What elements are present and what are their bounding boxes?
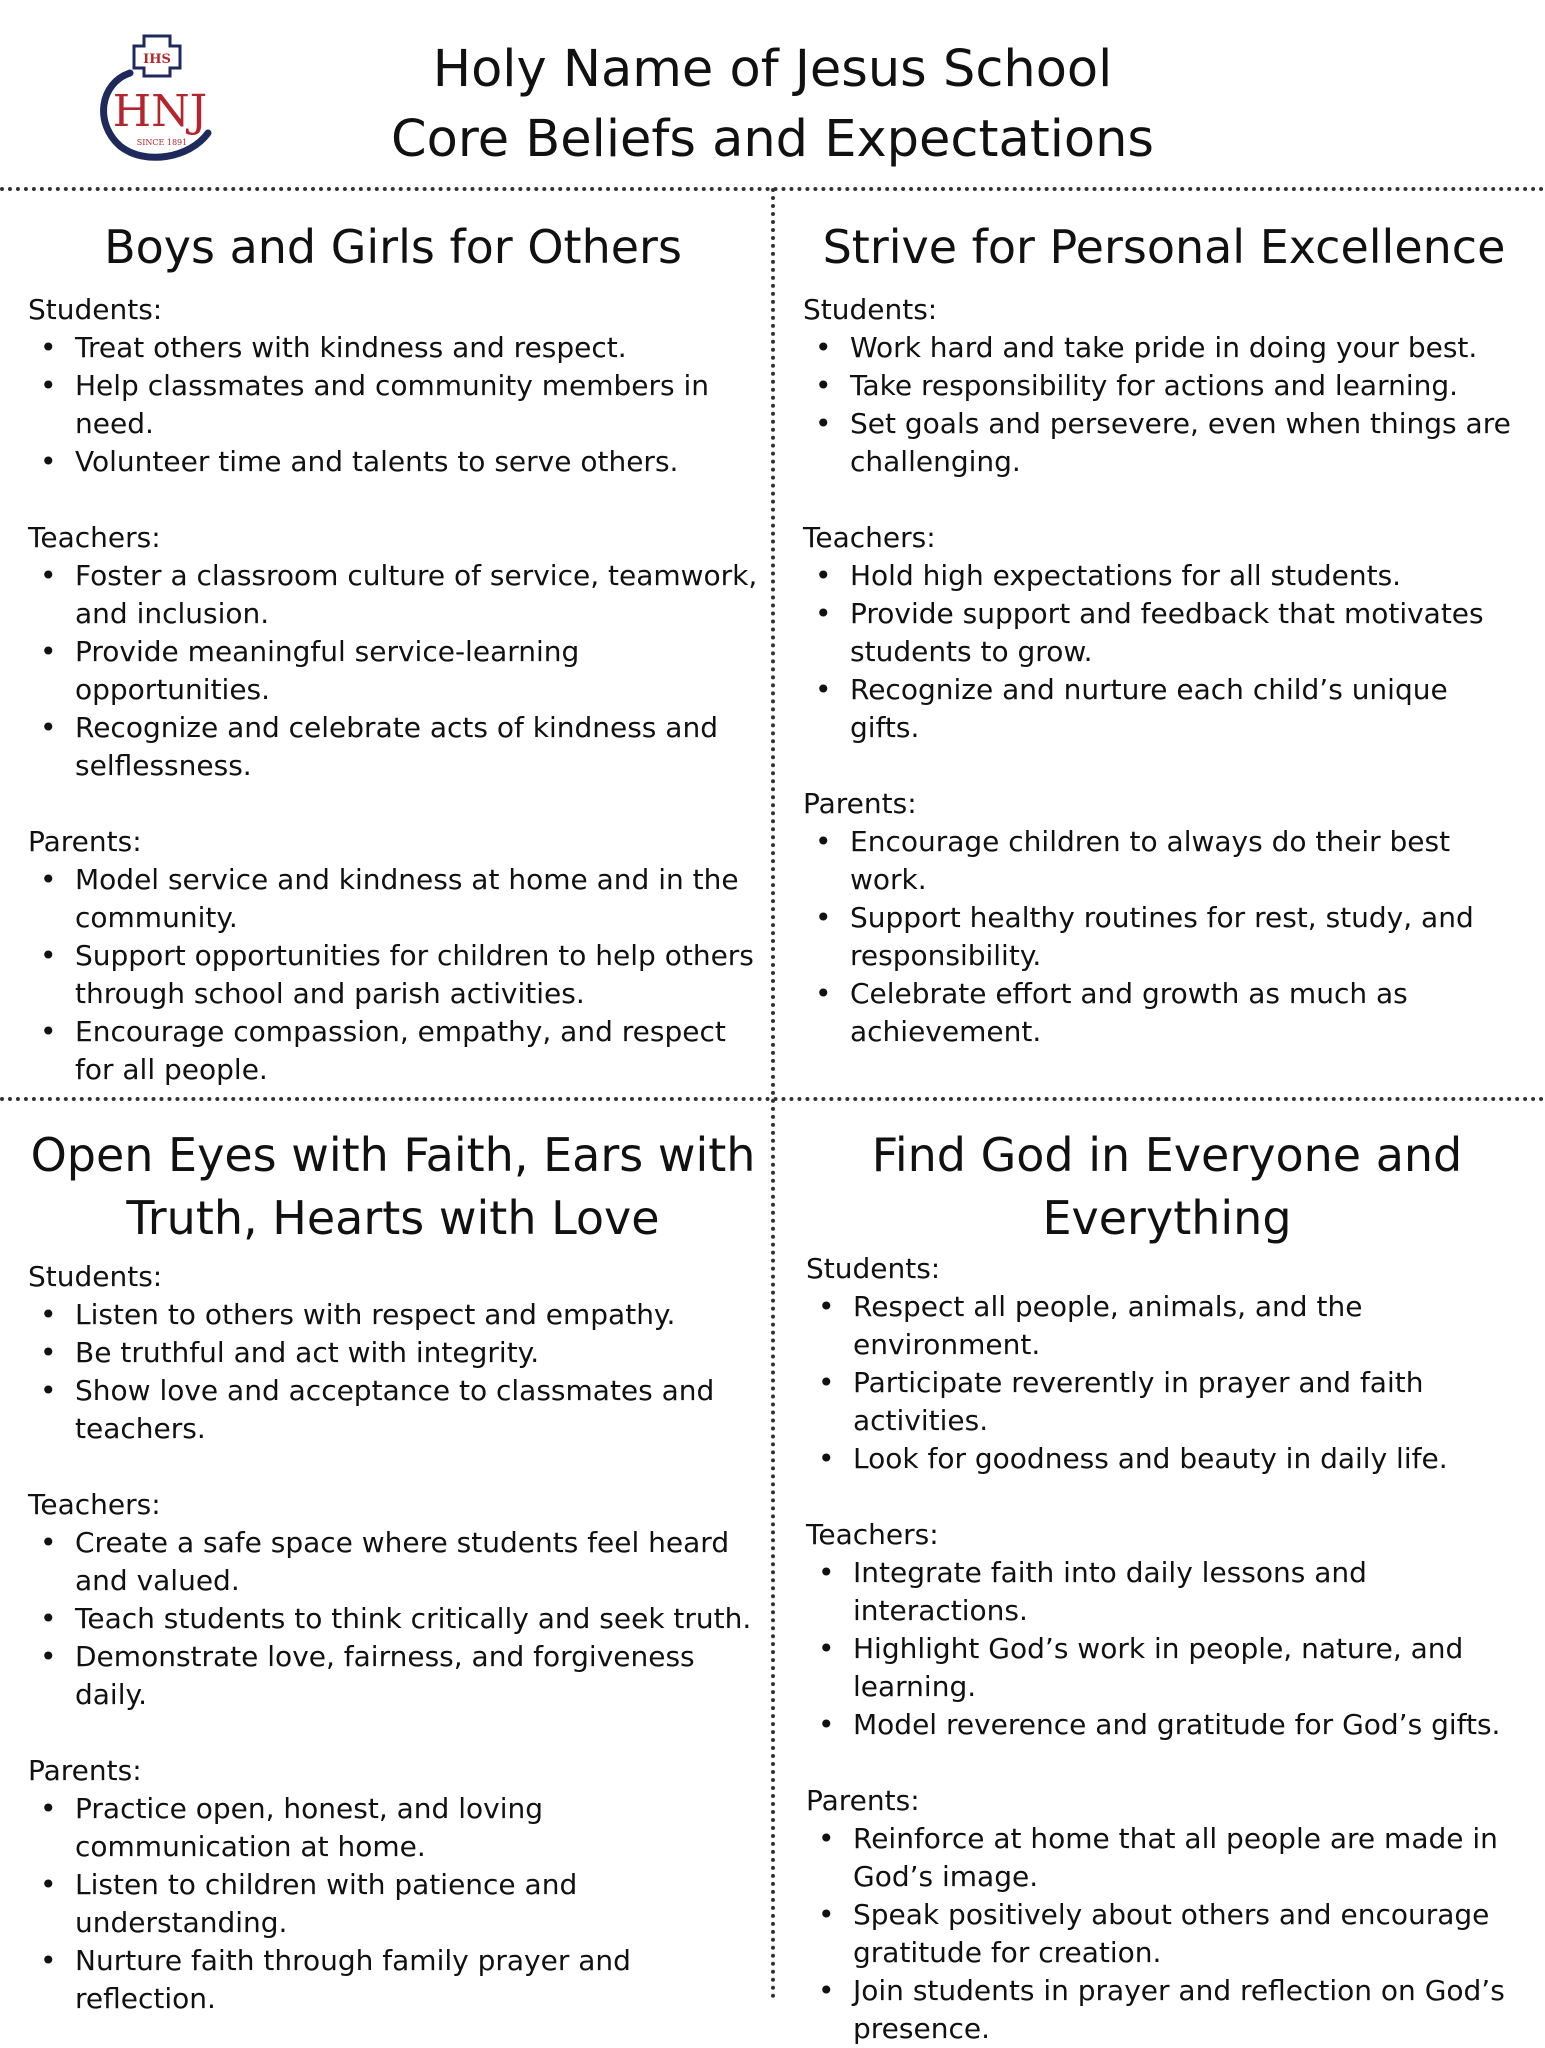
teachers-group (28, 1486, 758, 1714)
quadrant-find-god-in-everyone (806, 1124, 1528, 2048)
role-label: Students: (28, 1260, 163, 1293)
list-item: • Treat others with kindness and respect. (40, 331, 627, 364)
list-item: • Listen to children with patience and understanding. (40, 1868, 578, 1939)
expectation-list (803, 823, 1525, 1051)
list-item: • Volunteer time and talents to serve others. (40, 445, 679, 478)
expectation-list (806, 1554, 1528, 1744)
list-item: • Encourage compassion, empathy, and respect for all people. (40, 1015, 726, 1086)
role-label: Parents: (806, 1784, 920, 1817)
expectation-list (28, 1790, 758, 2018)
list-item: • Highlight God’s work in people, nature, and learning. (818, 1632, 1464, 1703)
logo-text: HNJ (112, 86, 208, 137)
students-group (28, 291, 758, 481)
parents-group (803, 785, 1525, 1051)
teachers-group (28, 519, 758, 785)
quadrant-strive-for-personal-excellence (803, 216, 1525, 1051)
role-label: Teachers: (806, 1518, 939, 1551)
role-label: Students: (28, 293, 163, 326)
list-item: • Teach students to think critically and seek truth. (40, 1602, 752, 1635)
expectation-list (28, 329, 758, 481)
role-label: Students: (806, 1252, 941, 1285)
list-item: • Model reverence and gratitude for God’s gifts. (818, 1708, 1501, 1741)
parents-group (28, 823, 758, 1089)
title-line-2: Core Beliefs and Expectations (391, 110, 1154, 169)
role-label: Teachers: (28, 1488, 161, 1521)
list-item: • Celebrate effort and growth as much as achievement. (815, 977, 1408, 1048)
teachers-group (803, 519, 1525, 747)
role-label: Parents: (803, 787, 917, 820)
list-item: • Provide meaningful service-learning opportunities. (40, 635, 580, 706)
list-item: • Take responsibility for actions and learning. (815, 369, 1459, 402)
expectation-list (28, 1524, 758, 1714)
list-item: • Help classmates and community members in need. (40, 369, 710, 440)
students-group (803, 291, 1525, 481)
list-item: • Hold high expectations for all students. (815, 559, 1402, 592)
quadrant-title: Strive for Personal Excellence (822, 220, 1506, 274)
list-item: • Demonstrate love, fairness, and forgiveness daily. (40, 1640, 695, 1711)
quadrant-title: Boys and Girls for Others (104, 220, 682, 274)
quadrant-title: Find God in Everyone and Everything (871, 1128, 1463, 1245)
list-item: • Look for goodness and beauty in daily life. (818, 1442, 1448, 1475)
role-label: Parents: (28, 825, 142, 858)
expectation-list (803, 329, 1525, 481)
list-item: • Provide support and feedback that motivates students to grow. (815, 597, 1484, 668)
role-label: Parents: (28, 1754, 142, 1787)
expectation-list (28, 557, 758, 785)
list-item: • Listen to others with respect and empathy. (40, 1298, 676, 1331)
list-item: • Practice open, honest, and loving communication at home. (40, 1792, 543, 1863)
expectation-list (28, 861, 758, 1089)
list-item: • Nurture faith through family prayer and reflection. (40, 1944, 631, 2015)
page-header (0, 0, 1545, 188)
list-item: • Recognize and nurture each child’s unique gifts. (815, 673, 1448, 744)
page-title (0, 35, 1545, 175)
list-item: • Recognize and celebrate acts of kindness and selflessness. (40, 711, 718, 782)
list-item: • Join students in prayer and reflection on God’s presence. (818, 1974, 1505, 2045)
parents-group (806, 1782, 1528, 2048)
list-item: • Be truthful and act with integrity. (40, 1336, 540, 1369)
list-item: • Show love and acceptance to classmates and teachers. (40, 1374, 715, 1445)
list-item: • Respect all people, animals, and the environment. (818, 1290, 1363, 1361)
list-item: • Speak positively about others and encourage gratitude for creation. (818, 1898, 1490, 1969)
list-item: • Set goals and persevere, even when things are challenging. (815, 407, 1511, 478)
logo-since-text: SINCE 1891 (136, 138, 188, 147)
role-label: Students: (803, 293, 938, 326)
expectation-list (806, 1820, 1528, 2048)
list-item: • Participate reverently in prayer and faith activities. (818, 1366, 1424, 1437)
list-item: • Model service and kindness at home and in the community. (40, 863, 739, 934)
list-item: • Foster a classroom culture of service, teamwork, and inclusion. (40, 559, 758, 630)
quadrant-open-eyes-with-faith (28, 1124, 758, 2018)
role-label: Teachers: (803, 521, 936, 554)
quadrant-boys-and-girls-for-others (28, 216, 758, 1089)
role-label: Teachers: (28, 521, 161, 554)
list-item: • Integrate faith into daily lessons and interactions. (818, 1556, 1367, 1627)
list-item: • Encourage children to always do their best work. (815, 825, 1451, 896)
list-item: • Create a safe space where students feel heard and valued. (40, 1526, 730, 1597)
students-group (806, 1250, 1528, 1478)
quadrant-title: Open Eyes with Faith, Ears with Truth, Hearts with Love (30, 1128, 756, 1245)
list-item: • Work hard and take pride in doing your best. (815, 331, 1478, 364)
list-item: • Support healthy routines for rest, study, and responsibility. (815, 901, 1474, 972)
expectation-list (28, 1296, 758, 1448)
list-item: • Support opportunities for children to help others through school and parish activities. (40, 939, 754, 1010)
students-group (28, 1258, 758, 1448)
expectation-list (806, 1288, 1528, 1478)
expectation-list (803, 557, 1525, 747)
vertical-divider (771, 188, 775, 2000)
logo-cross-text: IHS (143, 52, 171, 67)
teachers-group (806, 1516, 1528, 1744)
parents-group (28, 1752, 758, 2018)
title-line-1: Holy Name of Jesus School (432, 40, 1113, 99)
list-item: • Reinforce at home that all people are made in God’s image. (818, 1822, 1498, 1893)
